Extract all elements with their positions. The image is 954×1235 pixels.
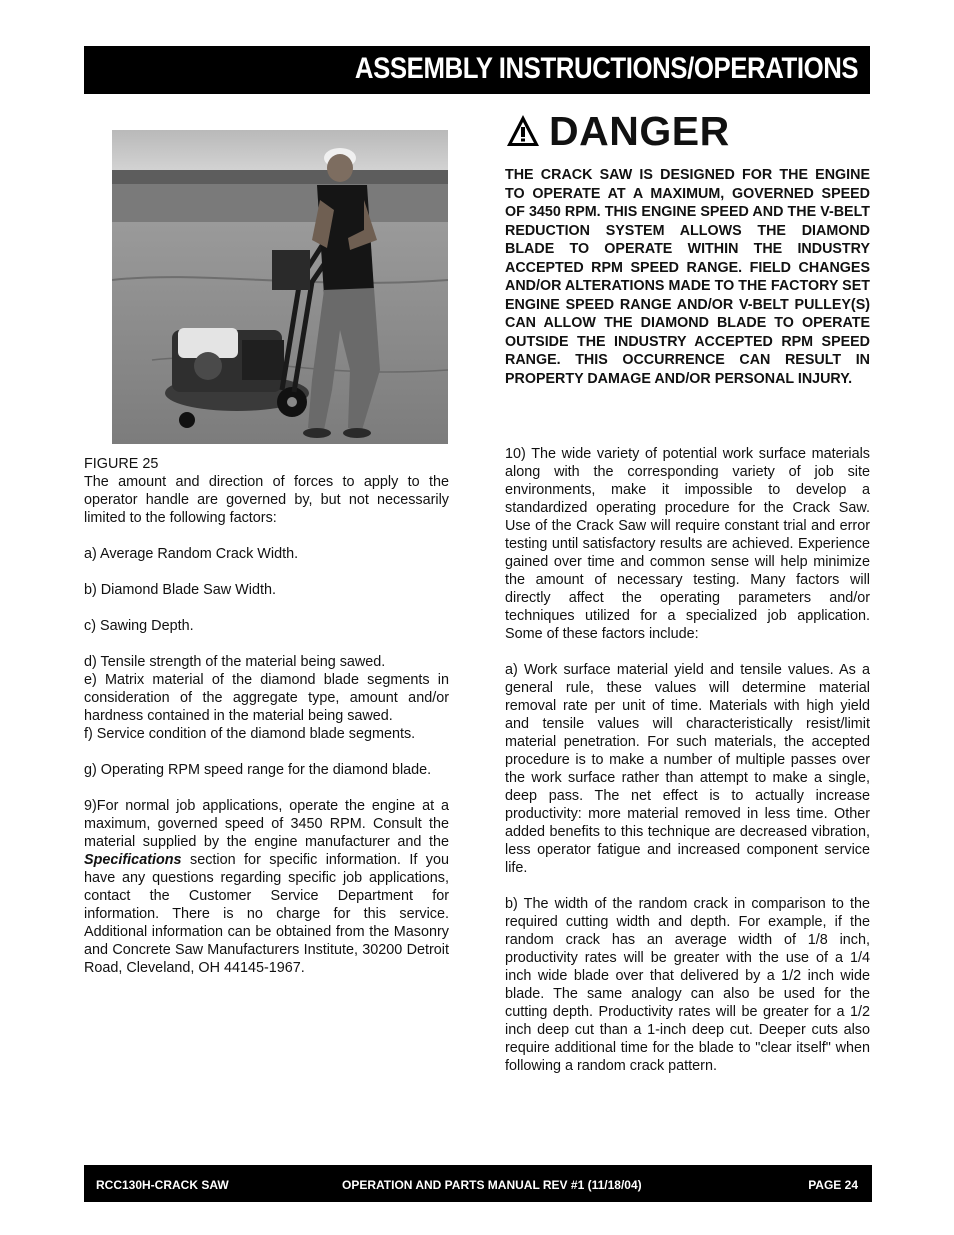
left-column xyxy=(84,455,449,977)
forces-intro: The amount and direction of forces to apply to the operator handle are governed by, but not necessarily limited to the following factors: xyxy=(84,474,449,526)
paragraph-10: 10) The wide variety of potential work surface materials along with the corresponding variety of job site environments, make it impossible to develop a standardized operating procedure for the Crack Saw. Use of the Crack Saw will require constant trial and error testing until satisfactory results are achieved. Experience gained over time and common sense will help minimize the amount of necessary testing. Many factors will directly affect the operating parameters and/or techniques utilized for a specialized job application. Some of these factors include: xyxy=(505,446,870,642)
paragraph-a: a) Work surface material yield and tensile values. As a general rule, these values will determine material removal rate per unit of time. Materials with high yield and tensile values will characteristically resist/limit material penetration. For such materials, the accepted procedure is to make a number of multiple passes over the work surface rather than attempt to make a single, deep pass. The net effect is to actually increase productivity: more material removed in less time. Other added benefits to this technique are decreased vibration, less operator fatigue and increased component service life. xyxy=(505,662,870,876)
factor-d: d) Tensile strength of the material being sawed. xyxy=(84,654,386,670)
paragraph-9-text-end: section for specific information. If you have any questions regarding specific job applications, contact the Customer Service Department for information. There is no charge for this service. Additional information can be obtained from the Masonry and Concrete Saw Manufacturers Institute, 30200 Detroit Road, Cleveland, OH 44145-1967. xyxy=(84,852,449,976)
factor-a: a) Average Random Crack Width. xyxy=(84,546,299,562)
danger-heading xyxy=(505,108,730,154)
footer-bar xyxy=(84,1165,872,1202)
header-bar xyxy=(84,46,870,94)
figure-caption: FIGURE 25 xyxy=(84,456,159,472)
paragraph-9-text-start: 9)For normal job applications, operate the engine at a maximum, governed speed of 3450 RPM. Consult the material supplied by the engine manufacturer and the xyxy=(84,798,449,850)
factor-e: e) Matrix material of the diamond blade segments in consideration of the aggregate type, amount and/or hardness contained in the material being sawed. xyxy=(84,672,449,724)
danger-warning-text: THE CRACK SAW IS DESIGNED FOR THE ENGINE TO OPERATE AT A MAXIMUM, GOVERNED SPEED OF 3450 RPM. THIS ENGINE SPEED AND THE V-BELT REDUCTION SYSTEM ALLOWS THE DIAMOND BLADE TO OPERATE WITHIN THE INDUSTRY ACCEPTED RPM SPEED RANGE. FIELD CHANGES AND/OR ALTERATIONS MADE TO THE FACTORY SET ENGINE SPEED RANGE AND/OR V-BELT PULLEY(S) CAN ALLOW THE DIAMOND BLADE TO OPERATE OUTSIDE THE INDUSTRY ACCEPTED RPM SPEED RANGE. THIS OCCURRENCE CAN RESULT IN PROPERTY DAMAGE AND/OR PERSONAL INJURY. xyxy=(505,167,870,387)
footer-manual: OPERATION AND PARTS MANUAL REV #1 (11/18/04) xyxy=(342,1178,642,1192)
warning-triangle-icon xyxy=(505,113,541,149)
factor-g: g) Operating RPM speed range for the diamond blade. xyxy=(84,762,432,778)
specifications-emphasis: Specifications xyxy=(84,852,182,868)
factor-c: c) Sawing Depth. xyxy=(84,618,194,634)
factor-b: b) Diamond Blade Saw Width. xyxy=(84,582,276,598)
factor-f: f) Service condition of the diamond blade segments. xyxy=(84,726,416,742)
right-column xyxy=(505,445,870,1075)
danger-title: DANGER xyxy=(549,107,730,154)
operator-crack-saw-image xyxy=(112,130,448,444)
figure-25-photo xyxy=(112,130,448,444)
paragraph-b: b) The width of the random crack in comparison to the required cutting width and depth. For example, if the random crack has an average width of 1/8 inch, productivity rates will be greater with the use of a 1/4 inch wide blade over that delivered by a 1/2 inch wide blade. The same analogy can also be used for the cutting depth. Productivity rates will be greater for a 1/2 inch deep cut than a 1-inch deep cut. Deeper cuts also require additional time for the blade to "clear itself" when following a random crack pattern. xyxy=(505,896,870,1074)
footer-page-number: PAGE 24 xyxy=(808,1178,858,1192)
paragraph-9 xyxy=(84,797,449,977)
footer-model: RCC130H-CRACK SAW xyxy=(96,1178,229,1192)
page-title: ASSEMBLY INSTRUCTIONS/OPERATIONS xyxy=(354,52,858,85)
